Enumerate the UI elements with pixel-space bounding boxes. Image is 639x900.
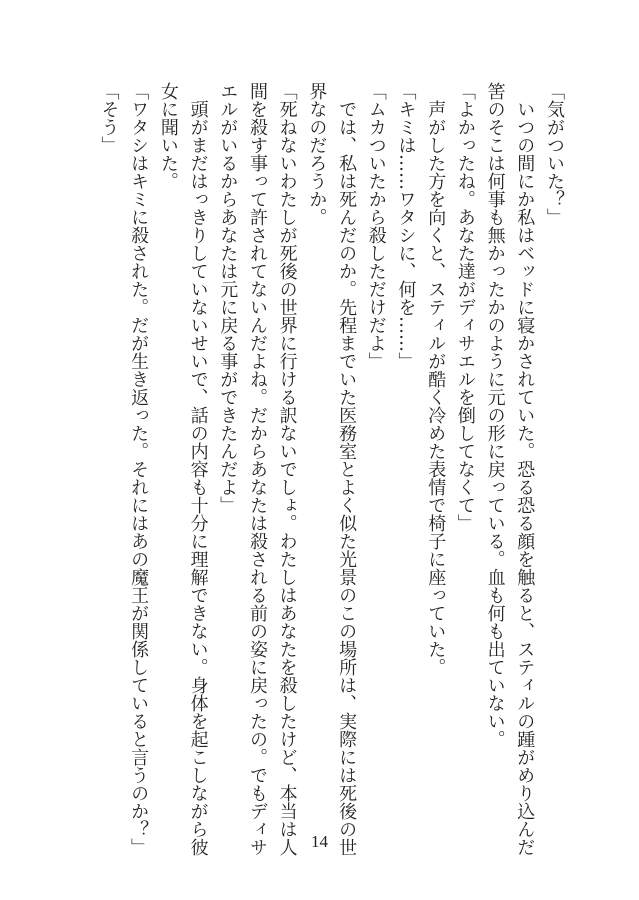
page-number: 14 bbox=[311, 832, 328, 851]
text-line: 「気がついた？」 bbox=[544, 82, 565, 226]
text-line: では、私は死んだのか。先程までいた医務室とよく似た光景のこの場所は、実際には死後の世 bbox=[336, 82, 358, 856]
text-line: 「死ねないわたしが死後の世界に行ける訳ないでしょ。わたしはあなたを殺したけど、本当は人 bbox=[276, 82, 298, 856]
text-line: 頭がまだはっきりしていないせいで、話の内容も十分に理解できない。身体を起こしながら彼 bbox=[187, 82, 209, 856]
text-line: 声がした方を向くと、スティルが酷く冷めた表情で椅子に座っていた。 bbox=[425, 82, 447, 676]
text-line: 女に聞いた。 bbox=[157, 82, 179, 190]
text-line: 「キミは……ワタシに、何を……」 bbox=[395, 82, 417, 370]
text-line: 界なのだろうか。 bbox=[306, 82, 328, 226]
text-line: 筈のそこは何事も無かったかのように元の形に戻っている。血も何も出ていない。 bbox=[484, 82, 506, 748]
text-line: 「よかったね。あなた達がディサエルを倒してなくて」 bbox=[454, 82, 476, 532]
text-line: 間を殺す事って許されてないんだよね。だからあなたは殺される前の姿に戻ったの。でもディサ bbox=[246, 82, 268, 856]
text-line: 「ムカついたから殺しただけだよ」 bbox=[365, 82, 387, 370]
text-line: エルがいるからあなたは元に戻る事ができたんだよ」 bbox=[217, 82, 239, 514]
text-line: 「そう」 bbox=[98, 82, 120, 154]
text-line: いつの間にか私はベッドに寝かされていた。恐る恐る顔を触ると、スティルの踵がめり込んだ bbox=[514, 82, 536, 856]
text-line: 「ワタシはキミに殺された。だが生き返った。それにはあの魔王が関係していると言うのか？」 bbox=[128, 82, 150, 856]
